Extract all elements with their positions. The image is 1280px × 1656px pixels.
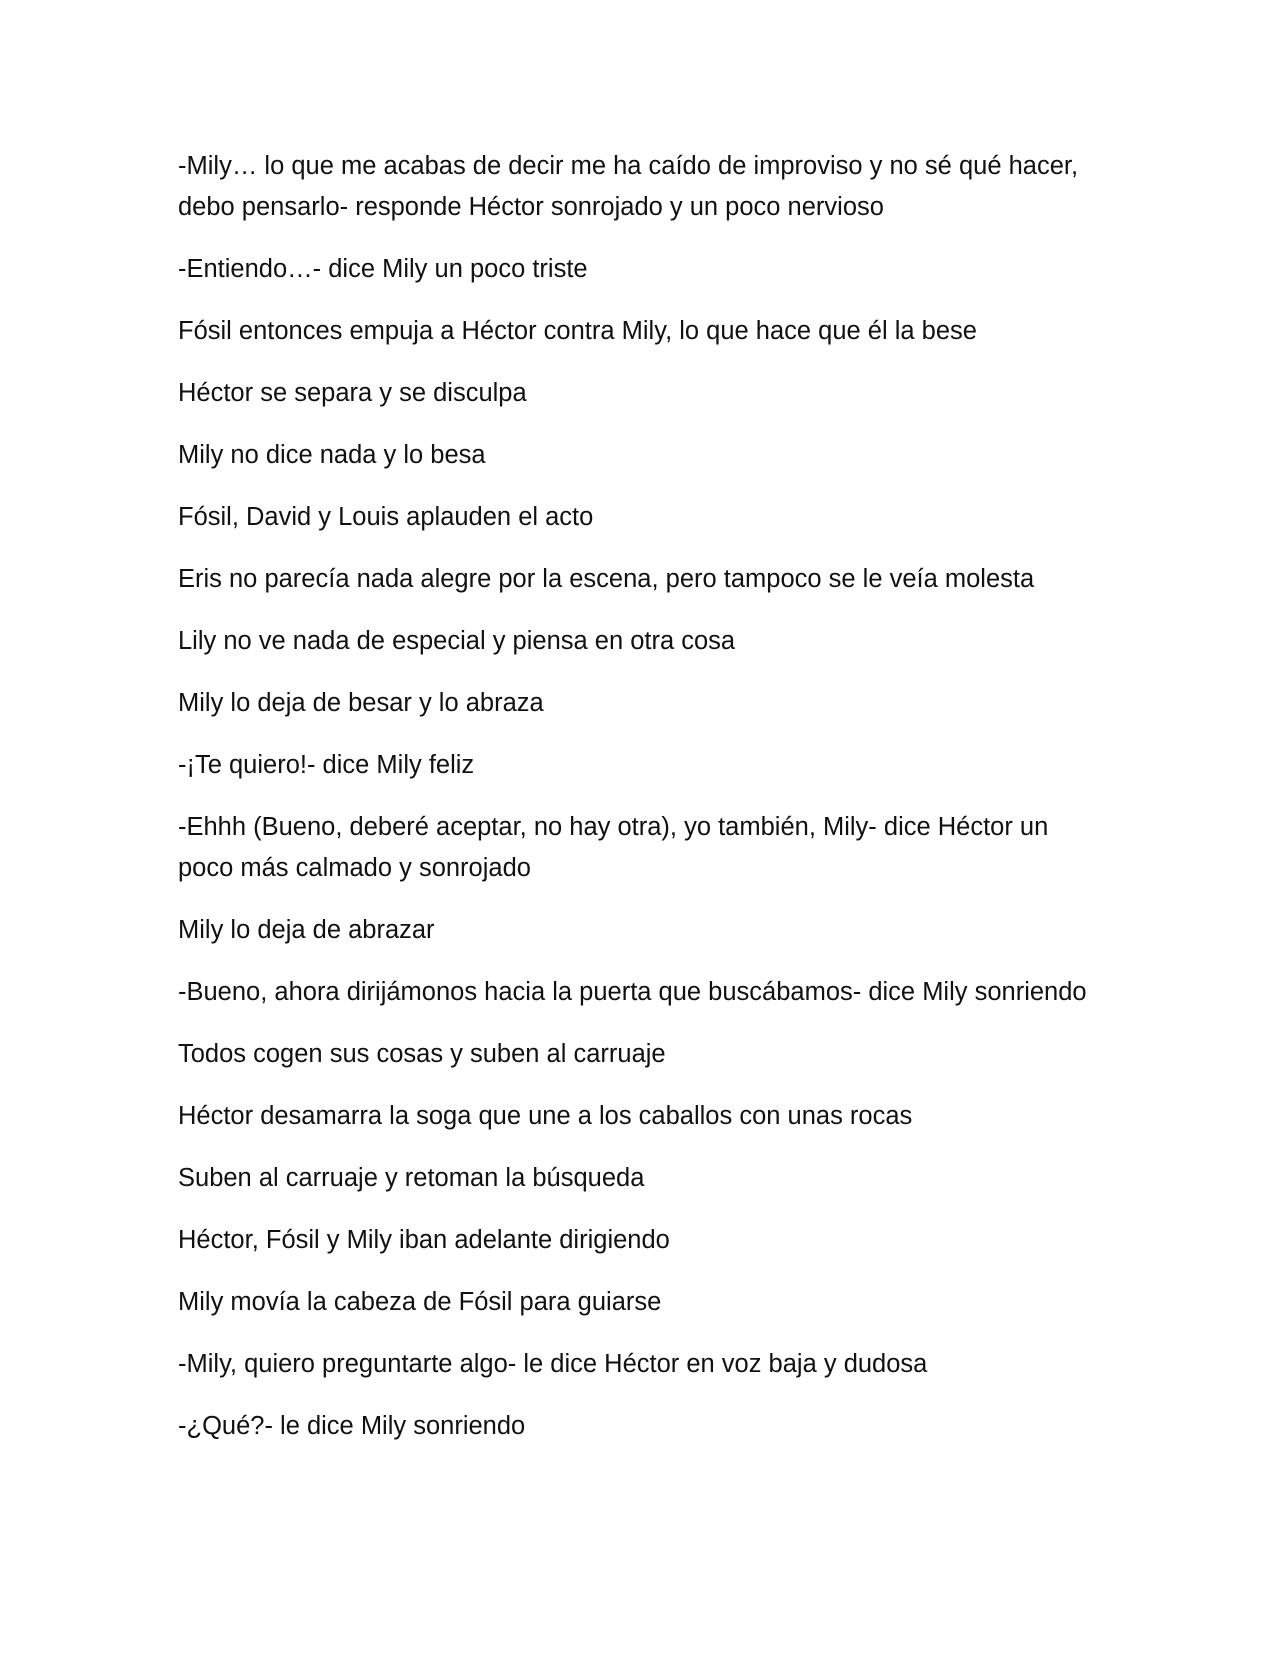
paragraph: Lily no ve nada de especial y piensa en otra cosa [178, 627, 736, 655]
paragraph: -Entiendo…- dice Mily un poco triste [178, 255, 588, 283]
paragraph: -Mily… lo que me acabas de decir me ha caído de improviso y no sé qué hacer, debo pensarlo- responde Héctor sonrojado y un poco nervioso [178, 152, 1079, 221]
paragraph: Mily no dice nada y lo besa [178, 441, 486, 469]
paragraph: Todos cogen sus cosas y suben al carruaje [178, 1040, 666, 1068]
paragraph: Fósil, David y Louis aplauden el acto [178, 503, 594, 531]
paragraph: -Ehhh (Bueno, deberé aceptar, no hay otra), yo también, Mily- dice Héctor un poco más calmado y sonrojado [178, 813, 1049, 882]
paragraph: Héctor se separa y se disculpa [178, 379, 527, 407]
document-body [178, 146, 1108, 1468]
paragraph: Héctor, Fósil y Mily iban adelante dirigiendo [178, 1226, 670, 1254]
paragraph: Mily lo deja de besar y lo abraza [178, 689, 544, 717]
paragraph: Mily lo deja de abrazar [178, 916, 435, 944]
paragraph: Héctor desamarra la soga que une a los caballos con unas rocas [178, 1102, 913, 1130]
paragraph: -Mily, quiero preguntarte algo- le dice Héctor en voz baja y dudosa [178, 1350, 928, 1378]
paragraph: Fósil entonces empuja a Héctor contra Mily, lo que hace que él la bese [178, 317, 977, 345]
paragraph: -Bueno, ahora dirijámonos hacia la puerta que buscábamos- dice Mily sonriendo [178, 978, 1087, 1006]
paragraph: -¿Qué?- le dice Mily sonriendo [178, 1412, 526, 1440]
paragraph: Mily movía la cabeza de Fósil para guiarse [178, 1288, 662, 1316]
paragraph: -¡Te quiero!- dice Mily feliz [178, 751, 475, 779]
paragraph: Eris no parecía nada alegre por la escena, pero tampoco se le veía molesta [178, 565, 1035, 593]
paragraph: Suben al carruaje y retoman la búsqueda [178, 1164, 645, 1192]
